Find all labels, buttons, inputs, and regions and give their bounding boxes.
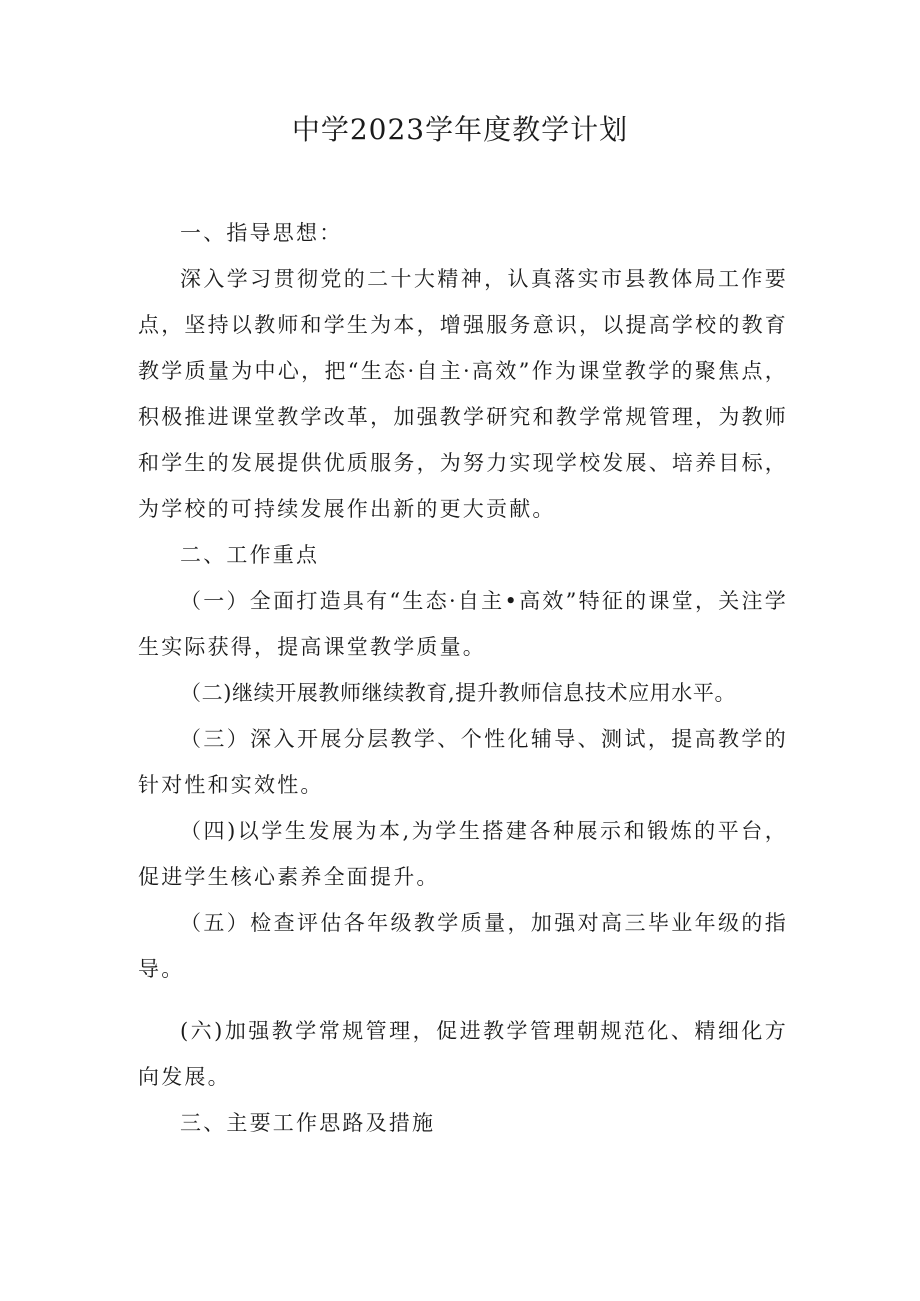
section-heading-guiding-ideology: 一、指导思想：	[180, 221, 343, 245]
work-focus-item-2: （二)继续开展教师继续教育,提升教师信息技术应用水平。	[180, 681, 737, 705]
section-heading-main-measures: 三、主要工作思路及措施	[180, 1111, 436, 1135]
section-heading-work-focus: 二、工作重点	[180, 543, 320, 567]
work-focus-item-5: （五）检查评估各年级教学质量，加强对高三毕业年级的指导。	[138, 911, 788, 981]
work-focus-item-3: （三）深入开展分层教学、个性化辅导、测试，提高教学的针对性和实效性。	[138, 727, 788, 797]
work-focus-item-1: （一）全面打造具有“生态·自主•高效”特征的课堂，关注学生实际获得，提高课堂教学质量。	[138, 589, 788, 659]
paragraph-guiding-ideology: 深入学习贯彻党的二十大精神，认真落实市县教体局工作要点，坚持以教师和学生为本，增强服务意识，以提高学校的教育教学质量为中心，把“生态·自主·高效”作为课堂教学的聚焦点，积极推进课堂教学改革，加强教学研究和教学常规管理，为教师和学生的发展提供优质服务，为努力实现学校发展、培养目标，为学校的可持续发展作出新的更大贡献。	[138, 267, 788, 521]
document-body	[138, 210, 788, 1146]
work-focus-item-6: (六)加强教学常规管理，促进教学管理朝规范化、精细化方向发展。	[138, 1019, 788, 1089]
work-focus-item-4: （四)以学生发展为本,为学生搭建各种展示和锻炼的平台，促进学生核心素养全面提升。	[138, 819, 788, 889]
document-title: 中学2023学年度教学计划	[291, 113, 629, 146]
